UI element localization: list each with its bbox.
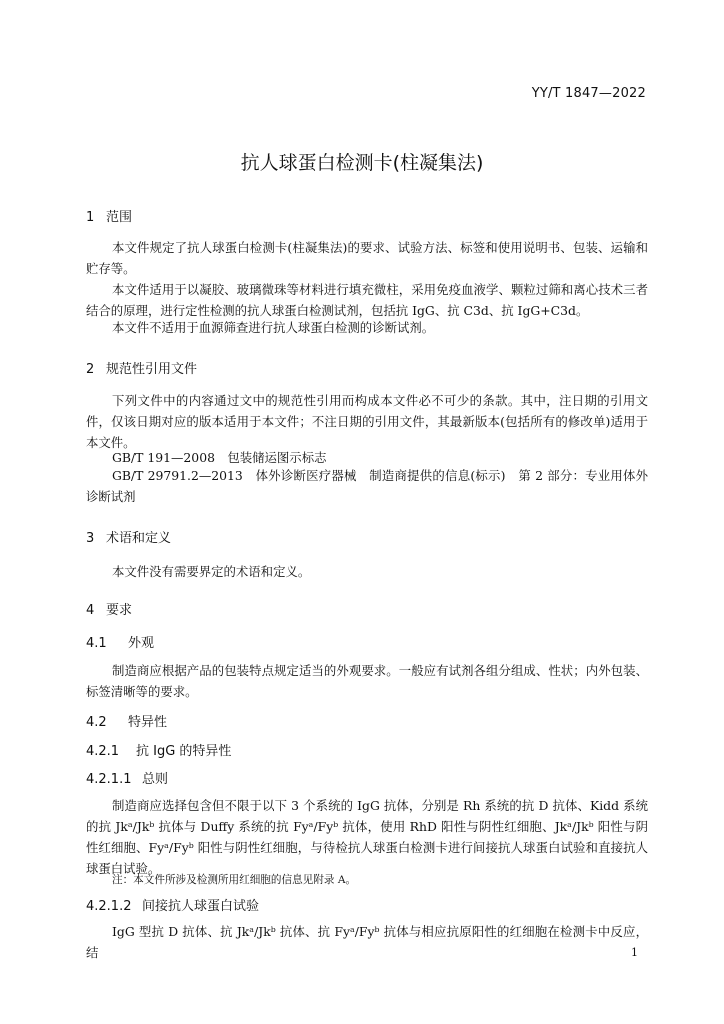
section-2-heading xyxy=(86,358,197,377)
subsection-number: 4.2.1.2 xyxy=(86,899,132,914)
subsection-title: 特异性 xyxy=(128,715,168,730)
subsection-4-2-1-1-paragraph: 制造商应选择包含但不限于以下 3 个系统的 IgG 抗体，分别是 Rh 系统的抗 D 抗体、Kidd 系统的抗 Jkᵃ/Jkᵇ 抗体与 Duffy 系统的抗 Fyᵃ/Fyᵇ 抗体，使用 RhD 阳性与阴性红细胞、Jkᵃ/Jkᵇ 阳性与阴性红细胞、Fyᵃ/Fyᵇ 阳性与阴性红细胞，与待检抗人球蛋白检测卡进行间接抗人球蛋白试验和直接抗人球蛋白试验。 xyxy=(86,798,648,876)
document-title: 抗人球蛋白检测卡(柱凝集法) xyxy=(240,152,484,174)
normative-reference-1: GB/T 191—2008 包装储运图示标志 xyxy=(112,450,327,465)
subsection-number: 4.2 xyxy=(86,715,107,730)
subsection-title: 外观 xyxy=(128,636,155,651)
subsection-4-1-heading xyxy=(86,632,154,651)
section-title: 范围 xyxy=(106,210,133,225)
normative-reference-2: GB/T 29791.2—2013 体外诊断医疗器械 制造商提供的信息(标示) 第 2 部分：专业用体外诊断试剂 xyxy=(86,468,648,504)
note: 注：本文件所涉及检测所用红细胞的信息见附录 A。 xyxy=(112,874,357,886)
section-3-paragraph-1: 本文件没有需要界定的术语和定义。 xyxy=(112,564,311,579)
section-number: 1 xyxy=(86,210,95,225)
subsection-number: 4.1 xyxy=(86,636,107,651)
subsection-4-1-paragraph: 制造商应根据产品的包装特点规定适当的外观要求。一般应有试剂各组分组成、性状；内外包装、标签清晰等的要求。 xyxy=(86,663,648,699)
section-2-paragraph-1: 下列文件中的内容通过文中的规范性引用而构成本文件必不可少的条款。其中，注日期的引用文件，仅该日期对应的版本适用于本文件；不注日期的引用文件，其最新版本(包括所有的修改单)适用于本文件。 xyxy=(86,393,648,450)
subsection-title: 总则 xyxy=(142,772,169,787)
subsection-title: 间接抗人球蛋白试验 xyxy=(142,899,260,914)
section-title: 要求 xyxy=(106,603,133,618)
section-4-heading xyxy=(86,599,132,618)
subsection-4-2-1-2-paragraph: IgG 型抗 D 抗体、抗 Jkᵃ/Jkᵇ 抗体、抗 Fyᵃ/Fyᵇ 抗体与相应抗原阳性的红细胞在检测卡中反应，结 xyxy=(86,924,648,960)
subsection-number: 4.2.1 xyxy=(86,744,120,759)
section-number: 3 xyxy=(86,531,95,546)
subsection-title: 抗 IgG 的特异性 xyxy=(136,744,232,759)
section-number: 2 xyxy=(86,362,95,377)
page-number: 1 xyxy=(631,946,638,959)
section-1-paragraph-3: 本文件不适用于血源筛查进行抗人球蛋白检测的诊断试剂。 xyxy=(112,320,435,335)
section-3-heading xyxy=(86,527,171,546)
section-1-paragraph-1: 本文件规定了抗人球蛋白检测卡(柱凝集法)的要求、试验方法、标签和使用说明书、包装、运输和贮存等。 xyxy=(86,240,648,276)
section-number: 4 xyxy=(86,603,95,618)
section-title: 规范性引用文件 xyxy=(106,362,198,377)
subsection-4-2-heading xyxy=(86,711,167,730)
section-1-paragraph-2: 本文件适用于以凝胶、玻璃微珠等材料进行填充微柱，采用免疫血液学、颗粒过筛和离心技术三者结合的原理，进行定性检测的抗人球蛋白检测试剂，包括抗 IgG、抗 C3d、抗 IgG+C3d。 xyxy=(86,282,648,318)
section-title: 术语和定义 xyxy=(106,531,172,546)
standard-code: YY/T 1847—2022 xyxy=(531,86,646,101)
subsection-4-2-1-2-heading xyxy=(86,895,259,914)
section-1-heading xyxy=(86,206,132,225)
subsection-4-2-1-1-heading xyxy=(86,768,168,787)
subsection-number: 4.2.1.1 xyxy=(86,772,132,787)
subsection-4-2-1-heading xyxy=(86,740,231,759)
